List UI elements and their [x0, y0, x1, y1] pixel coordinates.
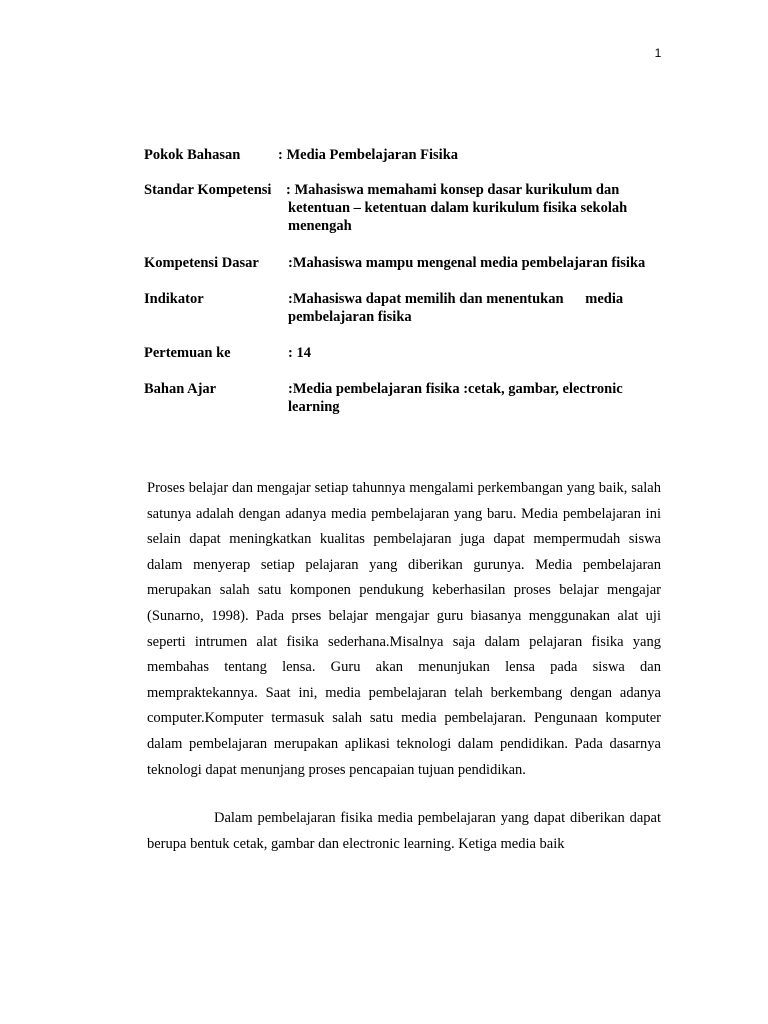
paragraph-2: Dalam pembelajaran fisika media pembelajaran yang dapat diberikan dapat berupa bentuk cetak, gambar dan electronic learning. Ketiga media baik — [147, 810, 661, 852]
standar-kompetensi-value-rest: ketentuan – ketentuan dalam kurikulum fisika sekolah menengah — [288, 200, 628, 234]
bahan-ajar-label: Bahan Ajar — [144, 381, 217, 397]
paragraph-1: Proses belajar dan mengajar setiap tahunnya mengalami perkembangan yang baik, salah satunya adalah dengan adanya media pembelajaran yang baru. Media pembelajaran ini selain dapat meningkatkan kualitas pembelajaran juga dapat mempermudah siswa dalam menyerap setiap pelajaran yang diberikan gurunya. Media pembelajaran merupakan salah satu komponen pendukung keberhasilan proses belajar mengajar (Sunarno, 1998). Pada prses belajar mengajar guru biasanya menggunakan alat uji seperti intrumen alat fisika sederhana.Misalnya saja dalam pelajaran fisika yang membahas tentang lensa. Guru akan menunjukan lensa pada siswa dan mempraktekannya. Saat ini, media pembelajaran telah berkembang dengan adanya computer.Komputer termasuk salah satu media pembelajaran. Pengunaan komputer dalam pembelajaran merupakan aplikasi teknologi dalam pendidikan. Pada dasarnya teknologi dapat menunjang proses pencapaian tujuan pendidikan. — [147, 480, 661, 778]
body-text — [147, 476, 661, 857]
indikator-label: Indikator — [144, 291, 204, 307]
pokok-bahasan-label: Pokok Bahasan — [144, 147, 241, 163]
standar-kompetensi-label: Standar Kompetensi — [144, 182, 272, 198]
page-number: 1 — [654, 46, 662, 60]
indikator-value: :Mahasiswa dapat memilih dan menentukan media pembelajaran fisika — [288, 291, 627, 325]
pertemuan-value: : 14 — [288, 345, 311, 361]
standar-kompetensi-value — [286, 181, 664, 235]
kompetensi-dasar-label: Kompetensi Dasar — [144, 255, 259, 271]
kompetensi-dasar-value: :Mahasiswa mampu mengenal media pembelajaran fisika — [288, 255, 646, 271]
standar-kompetensi-value-line1: : Mahasiswa memahami konsep dasar kurikulum dan — [286, 182, 620, 198]
bahan-ajar-value: :Media pembelajaran fisika :cetak, gambar, electronic learning — [288, 381, 623, 415]
pertemuan-label: Pertemuan ke — [144, 345, 231, 361]
pokok-bahasan-value: : Media Pembelajaran Fisika — [278, 147, 459, 163]
